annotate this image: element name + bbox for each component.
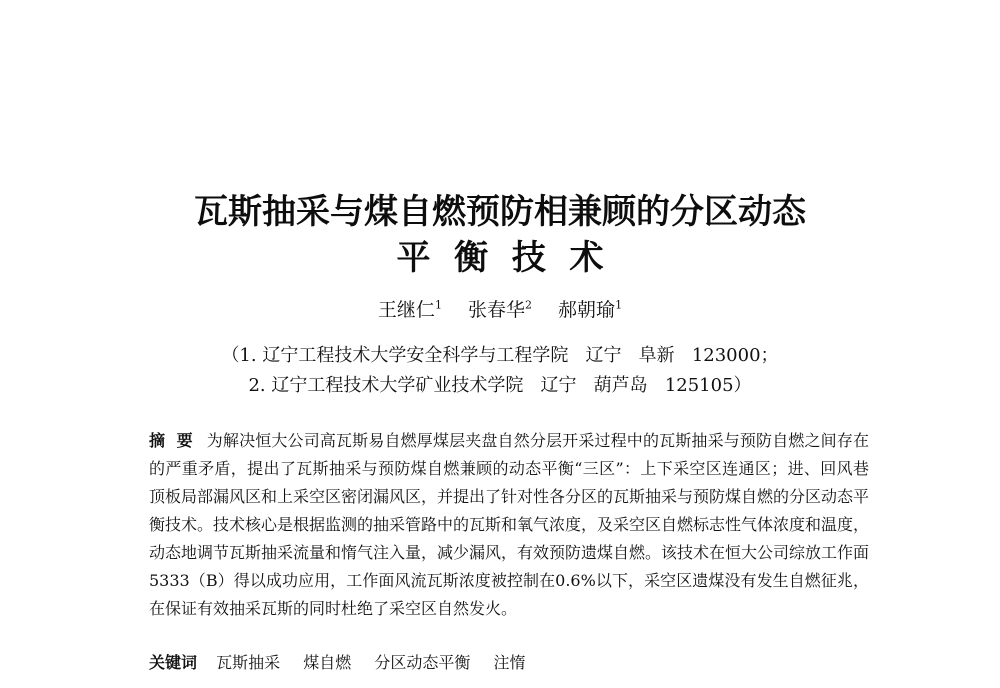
author [468, 299, 532, 321]
author [558, 299, 622, 321]
author-name: 王继仁 [377, 299, 435, 321]
paper-title-line-2: 平 衡 技 术 [396, 238, 604, 278]
keyword: 煤自燃 [303, 653, 352, 672]
affiliation-line-2: 2. 辽宁工程技术大学矿业技术学院 辽宁 葫芦岛 125105） [248, 375, 752, 396]
author-name: 张春华 [467, 299, 525, 321]
keyword: 瓦斯抽采 [216, 653, 281, 672]
abstract-label: 摘 要 [149, 431, 193, 450]
author-affiliation-mark: 1 [615, 298, 623, 312]
affiliation-line-1: （1. 辽宁工程技术大学安全科学与工程学院 辽宁 阜新 123000； [221, 345, 779, 366]
author [378, 299, 442, 321]
keywords-label: 关键词 [149, 653, 198, 672]
keyword: 分区动态平衡 [374, 653, 471, 672]
author-list [0, 298, 1000, 322]
author-affiliation-mark: 2 [525, 298, 532, 312]
abstract-text: 为解决恒大公司高瓦斯易自燃厚煤层夹盘自然分层开采过程中的瓦斯抽采与预防自燃之间存在的严重矛盾，提出了瓦斯抽采与预防煤自燃兼顾的动态平衡“三区”：上下采空区连通区；进、回风巷顶板局部漏风区和上采空区密闭漏风区，并提出了针对性各分区的瓦斯抽采与预防煤自燃的分区动态平衡技术。技术核心是根据监测的抽采管路中的瓦斯和氧气浓度，及采空区自燃标志性气体浓度和温度，动态地调节瓦斯抽采流量和惰气注入量，减少漏风，有效预防遗煤自燃。该技术在恒大公司综放工作面5333（B）得以成功应用，工作面风流瓦斯浓度被控制在0.6%以下，采空区遗煤没有发生自燃征兆，在保证有效抽采瓦斯的同时杜绝了采空区自然发火。 [149, 431, 870, 618]
keyword: 注惰 [493, 653, 526, 672]
keywords [149, 650, 869, 676]
author-name: 郝朝瑜 [558, 299, 616, 321]
author-affiliation-mark: 1 [434, 298, 442, 312]
abstract [149, 427, 869, 623]
paper-title-line-1: 瓦斯抽采与煤自燃预防相兼顾的分区动态 [194, 192, 806, 232]
